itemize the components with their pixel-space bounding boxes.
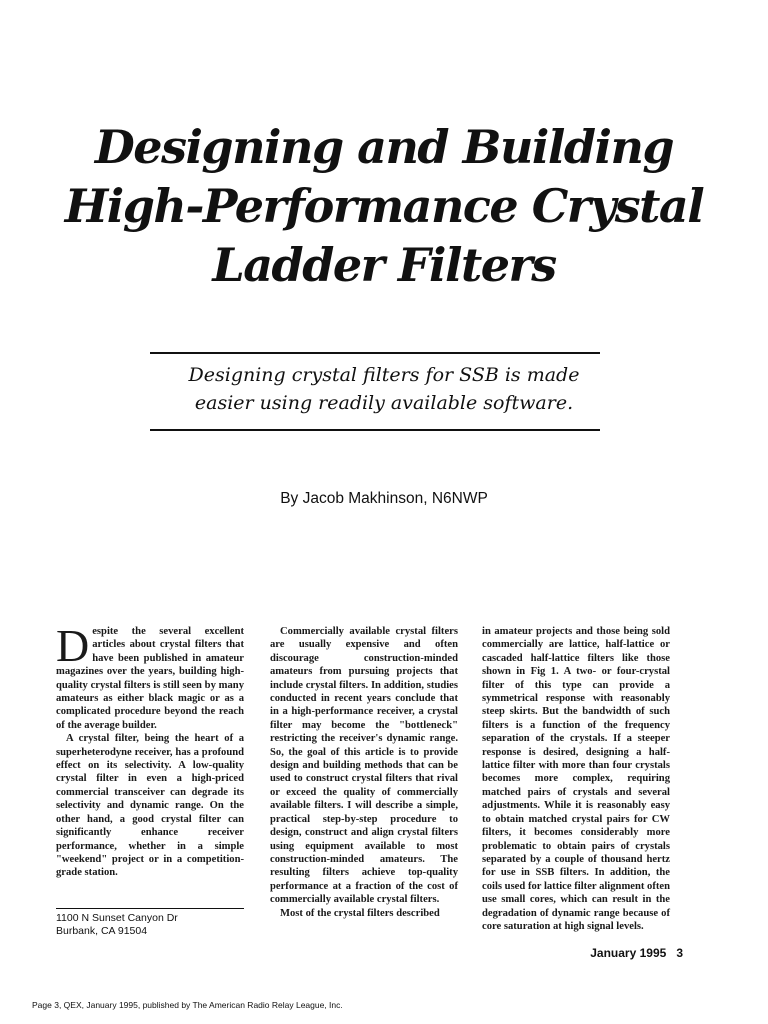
author-address [56, 912, 178, 938]
address-rule [56, 908, 244, 909]
title-line-2: High-Performance Crystal [64, 179, 704, 233]
subtitle-line-1: Designing crystal filters for SSB is made [188, 364, 580, 386]
issue-date: January 1995 [590, 946, 667, 960]
author-byline: By Jacob Makhinson, N6NWP [280, 490, 488, 507]
article-title [60, 118, 708, 295]
page-footer: Page 3, QEX, January 1995, published by The American Radio Relay League, Inc. [32, 1000, 343, 1010]
subtitle-top-rule [150, 352, 600, 354]
subtitle-line-2: easier using readily available software. [194, 392, 574, 414]
article-subtitle [120, 361, 648, 417]
page-number-block [590, 946, 683, 960]
text-column-1 [56, 620, 244, 880]
text-column-3 [482, 625, 670, 933]
paragraph-text: espite the several excellent articles about crystal filters that have been published in amateur magazines over the years, building high-quality crystal filters is still seen by many amateurs as either black magic or as a complicated procedure beyond the reach of the average builder. [56, 626, 244, 731]
text-column-2 [270, 625, 458, 920]
paragraph: in amateur projects and those being sold commercially are lattice, half-lattice or cascaded half-lattice filters like those shown in Fig 1. A two- or four-crystal filter of this type can provide a symmetrical response with reasonably steep skirts. But the bandwidth of such filters is a function of the frequency separation of the crystals. If a steeper response is desired, designing a half-lattice filter with more than four crystals becomes more complex, requiring matched pairs of crystals and several adjustments. While it is reasonably easy to obtain matched crystal pairs for CW filters, it becomes considerably more problematic to obtain pairs of crystals separated by a couple of thousand hertz for use in SSB filters. In addition, the coils used for lattice filter alignment often use small cores, which can result in the degradation of dynamic range because of core saturation at high signal levels. [482, 626, 670, 932]
drop-cap: D [56, 620, 90, 671]
title-line-1: Designing and Building [94, 120, 674, 174]
page-number: 3 [676, 946, 683, 960]
paragraph [56, 620, 244, 732]
address-line-1: 1100 N Sunset Canyon Dr [56, 912, 178, 924]
address-line-2: Burbank, CA 91504 [56, 925, 148, 937]
paragraph: Most of the crystal filters described [280, 907, 440, 919]
subtitle-bottom-rule [150, 429, 600, 431]
paragraph: Commercially available crystal filters are usually expensive and often discourage construction-minded amateurs from pursuing projects that include crystal filters. In addition, studies conducted in recent years conclude that in a high-performance receiver, a crystal filter may become the "bottleneck" restricting the receiver's dynamic range. So, the goal of this article is to provide design and building methods that can be used to construct crystal filters that rival or exceed the quality of commercially available filters. I will describe a simple, practical step-by-step procedure to design, construct and align crystal filters using equipment available to most construction-minded amateurs. The resulting filters achieve top-quality performance at a fraction of the cost of commercially available crystal filters. [270, 626, 458, 906]
paragraph: A crystal filter, being the heart of a superheterodyne receiver, has a profound effect on its selectivity. A low-quality crystal filter in even a high-priced commercial transceiver can degrade its selectivity and dynamic range. On the other hand, a good crystal filter can significantly enhance receiver performance, whether in a simple "weekend" project or in a competition-grade station. [56, 733, 244, 879]
title-line-3: Ladder Filters [212, 238, 556, 292]
